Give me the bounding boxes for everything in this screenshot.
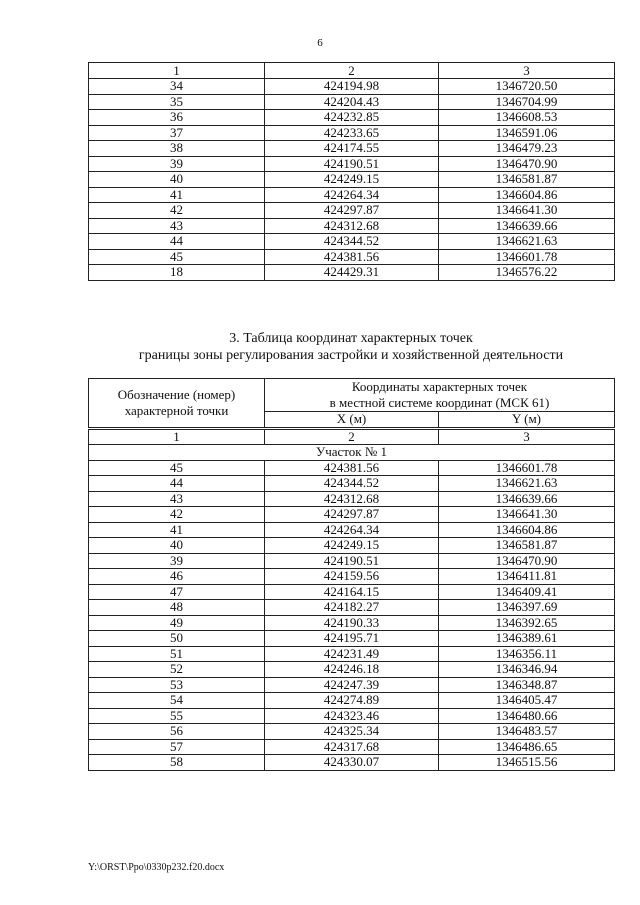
x-coordinate-cell: 424231.49 [265, 646, 439, 662]
point-number-cell: 45 [89, 249, 265, 265]
x-coordinate-cell: 424195.71 [265, 631, 439, 647]
x-coordinate-cell: 424297.87 [265, 507, 439, 523]
table-row [89, 94, 615, 110]
table-row [89, 172, 615, 188]
x-coordinate-cell: 424249.15 [265, 538, 439, 554]
x-coordinate-cell: 424429.31 [265, 265, 439, 281]
x-coordinate-cell: 424190.33 [265, 615, 439, 631]
point-number-cell: 42 [89, 507, 265, 523]
table-row [89, 708, 615, 724]
y-coordinate-cell: 1346470.90 [439, 156, 615, 172]
table-row [89, 724, 615, 740]
table-row [89, 615, 615, 631]
page-number: 6 [317, 37, 323, 49]
x-coordinate-cell: 424246.18 [265, 662, 439, 678]
table-row [89, 249, 615, 265]
x-header: X (м) [265, 412, 439, 429]
plot-label: Участок № 1 [89, 445, 615, 461]
table-row [89, 234, 615, 250]
table2-header-row [89, 379, 615, 412]
y-coordinate-cell: 1346346.94 [439, 662, 615, 678]
y-coordinate-cell: 1346601.78 [439, 460, 615, 476]
x-coordinate-cell: 424247.39 [265, 677, 439, 693]
x-coordinate-cell: 424233.65 [265, 125, 439, 141]
point-number-cell: 38 [89, 141, 265, 157]
y-coordinate-cell: 1346720.50 [439, 79, 615, 95]
point-number-cell: 39 [89, 156, 265, 172]
section-title-line2: границы зоны регулирования застройки и хозяйственной деятельности [138, 348, 564, 363]
table-row [89, 79, 615, 95]
section-title-line1: 3. Таблица координат характерных точек [229, 331, 473, 346]
x-coordinate-cell: 424323.46 [265, 708, 439, 724]
y-coordinate-cell: 1346470.90 [439, 553, 615, 569]
point-number-cell: 40 [89, 538, 265, 554]
x-coordinate-cell: 424190.51 [265, 156, 439, 172]
y-coordinate-cell: 1346581.87 [439, 172, 615, 188]
x-coordinate-cell: 424312.68 [265, 218, 439, 234]
y-coordinate-cell: 1346392.65 [439, 615, 615, 631]
x-coordinate-cell: 424344.52 [265, 234, 439, 250]
point-number-cell: 41 [89, 187, 265, 203]
point-number-cell: 57 [89, 739, 265, 755]
x-coordinate-cell: 424325.34 [265, 724, 439, 740]
x-coordinate-cell: 424344.52 [265, 476, 439, 492]
x-coordinate-cell: 424164.15 [265, 584, 439, 600]
coordinates-header-line2: в местной системе координат (МСК 61) [329, 395, 550, 410]
y-coordinate-cell: 1346479.23 [439, 141, 615, 157]
table-row [89, 755, 615, 771]
y-coordinate-cell: 1346604.86 [439, 187, 615, 203]
table1-col3-number: 3 [439, 63, 615, 79]
y-header: Y (м) [439, 412, 615, 429]
point-number-cell: 48 [89, 600, 265, 616]
footer-file-path: Y:\ORST\Ppo\0330p232.f20.docx [88, 862, 225, 873]
y-coordinate-cell: 1346581.87 [439, 538, 615, 554]
table-row [89, 507, 615, 523]
table-row [89, 187, 615, 203]
table2-col2-number: 2 [265, 428, 439, 445]
table-row [89, 265, 615, 281]
x-coordinate-cell: 424274.89 [265, 693, 439, 709]
table-row [89, 522, 615, 538]
x-coordinate-cell: 424264.34 [265, 522, 439, 538]
x-coordinate-cell: 424312.68 [265, 491, 439, 507]
point-number-cell: 34 [89, 79, 265, 95]
table-row [89, 677, 615, 693]
point-number-cell: 50 [89, 631, 265, 647]
coordinates-header [265, 379, 615, 412]
table-row [89, 203, 615, 219]
coordinates-table-continued [88, 62, 615, 281]
table-row [89, 662, 615, 678]
point-number-cell: 42 [89, 203, 265, 219]
x-coordinate-cell: 424159.56 [265, 569, 439, 585]
point-number-cell: 43 [89, 491, 265, 507]
point-number-cell: 44 [89, 234, 265, 250]
y-coordinate-cell: 1346515.56 [439, 755, 615, 771]
point-number-cell: 44 [89, 476, 265, 492]
x-coordinate-cell: 424330.07 [265, 755, 439, 771]
table-row [89, 125, 615, 141]
y-coordinate-cell: 1346389.61 [439, 631, 615, 647]
table-row [89, 646, 615, 662]
point-number-cell: 47 [89, 584, 265, 600]
point-number-cell: 46 [89, 569, 265, 585]
y-coordinate-cell: 1346604.86 [439, 522, 615, 538]
table-row [89, 584, 615, 600]
point-number-cell: 56 [89, 724, 265, 740]
y-coordinate-cell: 1346591.06 [439, 125, 615, 141]
x-coordinate-cell: 424264.34 [265, 187, 439, 203]
table-row [89, 631, 615, 647]
point-number-cell: 51 [89, 646, 265, 662]
table1-col1-number: 1 [89, 63, 265, 79]
y-coordinate-cell: 1346486.65 [439, 739, 615, 755]
table2-col3-number: 3 [439, 428, 615, 445]
point-number-cell: 45 [89, 460, 265, 476]
table-row [89, 569, 615, 585]
table1-col2-number: 2 [265, 63, 439, 79]
table-row [89, 476, 615, 492]
table-row [89, 141, 615, 157]
table2-numbering-row [89, 428, 615, 445]
table-row [89, 460, 615, 476]
table1-numbering-row [89, 63, 615, 79]
y-coordinate-cell: 1346601.78 [439, 249, 615, 265]
table-row [89, 491, 615, 507]
y-coordinate-cell: 1346576.22 [439, 265, 615, 281]
point-number-cell: 58 [89, 755, 265, 771]
point-number-cell: 55 [89, 708, 265, 724]
x-coordinate-cell: 424190.51 [265, 553, 439, 569]
point-number-cell: 18 [89, 265, 265, 281]
x-coordinate-cell: 424297.87 [265, 203, 439, 219]
x-coordinate-cell: 424317.68 [265, 739, 439, 755]
y-coordinate-cell: 1346704.99 [439, 94, 615, 110]
y-coordinate-cell: 1346483.57 [439, 724, 615, 740]
y-coordinate-cell: 1346480.66 [439, 708, 615, 724]
y-coordinate-cell: 1346641.30 [439, 203, 615, 219]
x-coordinate-cell: 424232.85 [265, 110, 439, 126]
point-number-cell: 40 [89, 172, 265, 188]
y-coordinate-cell: 1346411.81 [439, 569, 615, 585]
point-designation-header [89, 379, 265, 429]
y-coordinate-cell: 1346639.66 [439, 491, 615, 507]
plot-label-row [89, 445, 615, 461]
y-coordinate-cell: 1346397.69 [439, 600, 615, 616]
section-title [88, 330, 614, 364]
point-number-cell: 54 [89, 693, 265, 709]
y-coordinate-cell: 1346641.30 [439, 507, 615, 523]
point-number-cell: 37 [89, 125, 265, 141]
point-number-cell: 36 [89, 110, 265, 126]
x-coordinate-cell: 424182.27 [265, 600, 439, 616]
x-coordinate-cell: 424194.98 [265, 79, 439, 95]
table-row [89, 538, 615, 554]
x-coordinate-cell: 424381.56 [265, 249, 439, 265]
y-coordinate-cell: 1346621.63 [439, 476, 615, 492]
table-row [89, 156, 615, 172]
point-number-cell: 49 [89, 615, 265, 631]
y-coordinate-cell: 1346348.87 [439, 677, 615, 693]
table-row [89, 218, 615, 234]
y-coordinate-cell: 1346409.41 [439, 584, 615, 600]
y-coordinate-cell: 1346621.63 [439, 234, 615, 250]
table-row [89, 600, 615, 616]
point-number-cell: 41 [89, 522, 265, 538]
table-row [89, 553, 615, 569]
table2-col1-number: 1 [89, 428, 265, 445]
point-designation-header-line2: характерной точки [124, 402, 229, 418]
table-row [89, 693, 615, 709]
x-coordinate-cell: 424204.43 [265, 94, 439, 110]
y-coordinate-cell: 1346405.47 [439, 693, 615, 709]
point-designation-header-line1: Обозначение (номер) [117, 386, 236, 402]
x-coordinate-cell: 424381.56 [265, 460, 439, 476]
point-number-cell: 43 [89, 218, 265, 234]
y-coordinate-cell: 1346608.53 [439, 110, 615, 126]
point-number-cell: 35 [89, 94, 265, 110]
point-number-cell: 39 [89, 553, 265, 569]
x-coordinate-cell: 424174.55 [265, 141, 439, 157]
y-coordinate-cell: 1346356.11 [439, 646, 615, 662]
coordinates-header-line1: Координаты характерных точек [351, 379, 528, 394]
point-number-cell: 53 [89, 677, 265, 693]
y-coordinate-cell: 1346639.66 [439, 218, 615, 234]
table-row [89, 110, 615, 126]
table-row [89, 739, 615, 755]
point-number-cell: 52 [89, 662, 265, 678]
zone-coordinates-table [88, 378, 615, 771]
x-coordinate-cell: 424249.15 [265, 172, 439, 188]
